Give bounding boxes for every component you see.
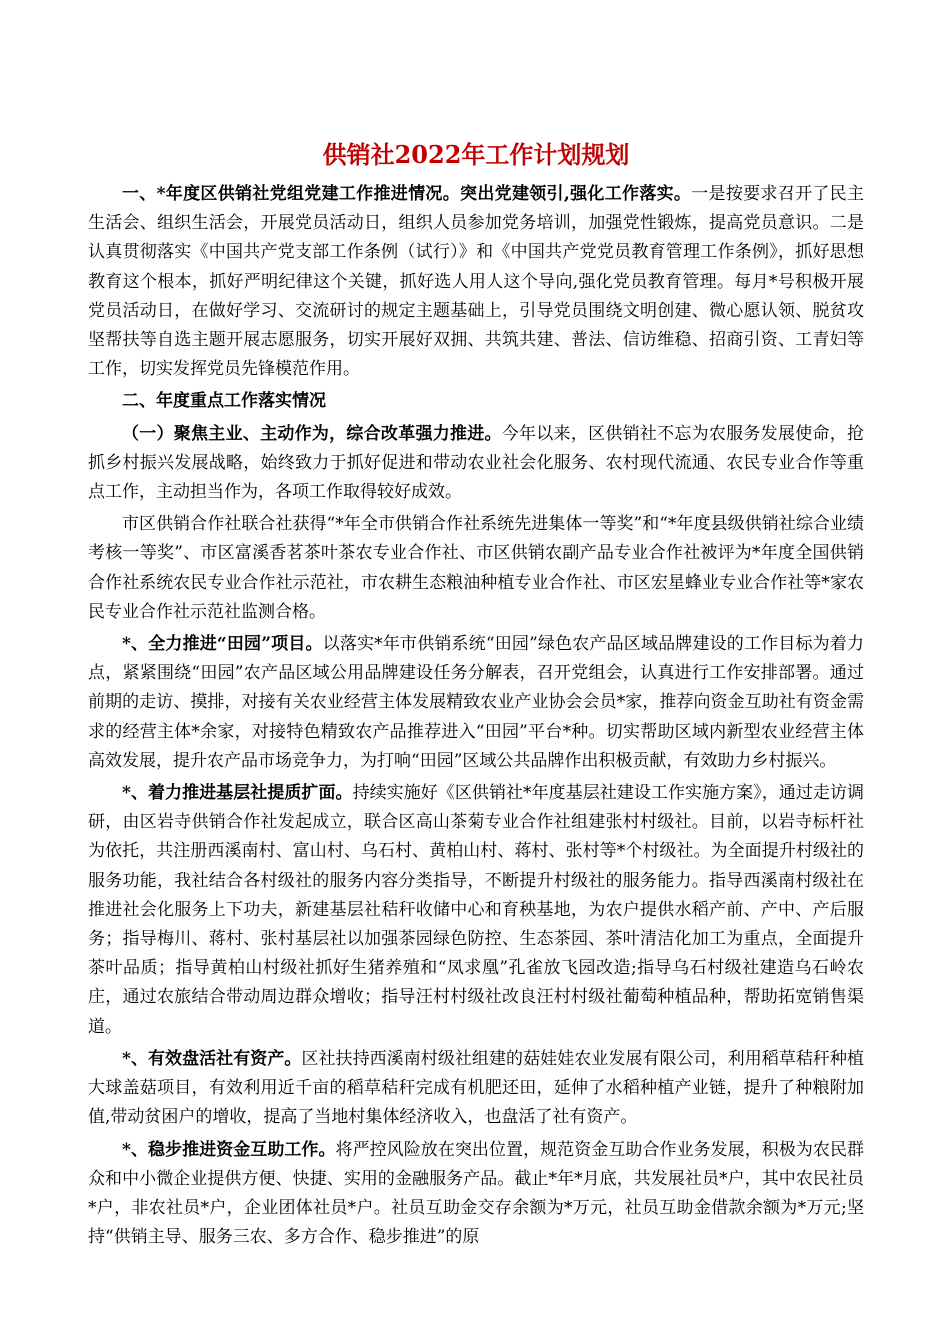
document-page [88, 138, 864, 1252]
paragraph-text: 市区供销合作社联合社获得“*年全市供销合作社系统先进集体一等奖”和“*年度县级供销社综合业绩考核一等奖”、市区富溪香茗茶叶茶农专业合作社、市区供销农副产品专业合作社被评为*年度全国供销合作社系统农民专业合作社示范社，市农耕生态粮油种植专业合作社、市区宏星蜂业专业合作社等*家农民专业合作社示范社监测合格。 [88, 514, 864, 622]
paragraph-lead: *、全力推进“田园”项目。 [122, 634, 323, 655]
paragraph-lead: （一）聚焦主业、主动作为，综合改革强力推进。 [122, 423, 502, 444]
paragraph-lead: *、稳步推进资金互助工作。 [122, 1139, 336, 1160]
document-title: 供销社2022年工作计划规划 [322, 140, 630, 169]
paragraph-text: 一是按要求召开了民主生活会、组织生活会，开展党员活动日，组织人员参加党务培训，加强党性锻炼，提高党员意识。二是认真贯彻落实《中国共产党支部工作条例（试行）》和《中国共产党党员教育管理工作条例》，抓好思想教育这个根本，抓好严明纪律这个关键，抓好选人用人这个导向,强化党员教育管理。每月*号积极开展党员活动日，在做好学习、交流研讨的规定主题基础上，引导党员围绕文明创建、微心愿认领、脱贫攻坚帮扶等自选主题开展志愿服务，切实开展好双拥、共筑共建、普法、信访维稳、招商引资、工青妇等工作，切实发挥党员先锋模范作用。 [88, 184, 864, 380]
paragraph-assets [88, 1045, 864, 1133]
paragraph-text: 持续实施好《区供销社*年度基层社建设工作实施方案》，通过走访调研，由区岩寺供销合作社发起成立，联合区高山茶菊专业合作社组建张村村级社。目前，以岩寺标杆社为依托，共注册西溪南村、富山村、乌石村、黄柏山村、蒋村、张村等*个村级社。为全面提升村级社的服务功能，我社结合各村级社的服务内容分类指导，不断提升村级社的服务能力。指导西溪南村级社在推进社会化服务上下功夫，新建基层社秸秆收储中心和育秧基地，为农户提供水稻产前、产中、产后服务；指导梅川、蒋村、张村基层社以加强茶园绿色防控、生态茶园、茶叶清洁化加工为重点，全面提升茶叶品质；指导黄柏山村级社抓好生猪养殖和“凤求凰”孔雀放飞园改造;指导乌石村级社建造乌石岭农庄，通过农旅结合带动周边群众增收；指导汪村村级社改良汪村村级社葡萄种植品种，帮助拓宽销售渠道。 [88, 783, 864, 1037]
paragraph-grassroots [88, 779, 864, 1042]
paragraph-party-building [88, 180, 864, 384]
paragraph-text: 将严控风险放在突出位置，规范资金互助合作业务发展，积极为农民群众和中小微企业提供方便、快捷、实用的金融服务产品。截止*年*月底，共发展社员*户，其中农民社员*户，非农社员*户，企业团体社员*户。社员互助金交存余额为*万元，社员互助金借款余额为*万元;坚持“供销主导、服务三农、多方合作、稳步推进”的原 [88, 1139, 865, 1248]
paragraph-awards [88, 510, 864, 627]
paragraph-lead: *、着力推进基层社提质扩面。 [122, 783, 353, 804]
paragraph-lead: 一、*年度区供销社党组党建工作推进情况。突出党建领引,强化工作落实。 [122, 184, 692, 204]
paragraph-reform [88, 420, 864, 508]
section-heading: 二、年度重点工作落实情况 [122, 391, 326, 412]
section-heading-key-work [88, 387, 864, 416]
paragraph-text: 以落实*年市供销系统“田园”绿色农产品区域品牌建设的工作目标为着力点，紧紧围绕“田园”农产品区域公用品牌建设任务分解表，召开党组会，认真进行工作安排部署。通过前期的走访、摸排，对接有关农业经营主体发展精致农业产业协会会员*家，推荐向资金互助社有资金需求的经营主体*余家，对接特色精致农产品推荐进入“田园”平台*种。切实帮助区域内新型农业经营主体高效发展，提升农产品市场竞争力，为打响“田园”区域公共品牌作出积极贡献，有效助力乡村振兴。 [88, 634, 864, 771]
paragraph-text: 今年以来，区供销社不忘为农服务发展使命，抢抓乡村振兴发展战略，始终致力于抓好促进和带动农业社会化服务、农村现代流通、农民专业合作等重点工作，主动担当作为，各项工作取得较好成效。 [88, 423, 865, 503]
paragraph-tianyuan [88, 630, 864, 776]
paragraph-mutual-fund [88, 1136, 864, 1253]
paragraph-lead: *、有效盘活社有资产。 [122, 1048, 302, 1069]
paragraph-text: 区社扶持西溪南村级社组建的菇娃娃农业发展有限公司，利用稻草秸秆种植大球盖菇项目，有效利用近千亩的稻草秸秆完成有机肥还田，延伸了水稻种植产业链，提升了种粮附加值,带动贫困户的增收，提高了当地村集体经济收入，也盘活了社有资产。 [88, 1048, 865, 1128]
